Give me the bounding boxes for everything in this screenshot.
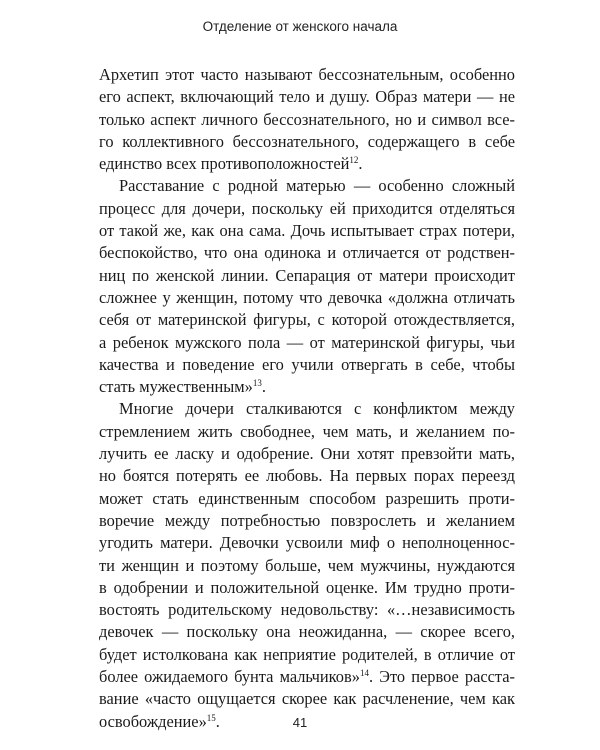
text-line: вание «часто ощущается скорее как расчленение, чем как bbox=[99, 689, 515, 709]
text-line: единство всех противоположностей$^{12}$. bbox=[99, 154, 363, 174]
text-line: но боятся потерять ее любовь. На первых порах переезд bbox=[99, 466, 515, 486]
text-line: Архетип этот часто называют бессознательным, особенно bbox=[99, 65, 515, 84]
text-line: качества и поведение его учили отвергать в себе, чтобы bbox=[99, 354, 515, 374]
body-text bbox=[99, 64, 515, 733]
text-line: от такой же, как она сама. Дочь испытывает страх потери, bbox=[99, 221, 515, 241]
footnote-ref: 13 bbox=[252, 378, 262, 389]
text-line: угодить матери. Девочки усвоили миф о неполноценнос- bbox=[99, 533, 515, 553]
text-line: освобождение»$^{15}$. bbox=[99, 711, 220, 731]
text-line: беспокойство, что она одинока и отличается от родствен- bbox=[99, 243, 515, 263]
text-line: а ребенок мужского пола — от материнской фигуры, чьи bbox=[99, 332, 515, 352]
text-line: стремлением жить свободнее, чем мать, и желанием по- bbox=[99, 421, 515, 441]
text-line: ниц по женской линии. Сепарация от матери происходит bbox=[99, 265, 515, 285]
text-line: в одобрении и положительной оценке. Им трудно проти- bbox=[99, 577, 515, 597]
text-line: сложнее у женщин, потому что девочка «должна отличать bbox=[99, 287, 515, 307]
text-line: его аспект, включающий тело и душу. Образ матери — не bbox=[99, 87, 515, 107]
paragraph bbox=[99, 175, 515, 398]
text-line: процесс для дочери, поскольку ей приходится отделяться bbox=[99, 198, 515, 218]
footnote-ref: 14 bbox=[359, 668, 369, 679]
paragraph bbox=[99, 398, 515, 732]
text-line: го коллективного бессознательного, содержащего в себе bbox=[99, 131, 515, 151]
page-number: 41 bbox=[292, 715, 308, 730]
text-line: может стать единственным способом разрешить проти- bbox=[99, 488, 515, 508]
text-line: Расставание с родной матерью — особенно сложный bbox=[119, 176, 515, 196]
text-line: воречие между потребностью повзрослеть и желанием bbox=[99, 510, 515, 530]
text-line: более ожидаемого бунта мальчиков»$^{14}$. Это первое расста- bbox=[99, 667, 516, 687]
text-line: девочек — поскольку она неожиданна, — скорее всего, bbox=[99, 622, 515, 642]
paragraph bbox=[99, 64, 515, 175]
text-line: ти женщин и поэтому больше, чем мужчины, нуждаются bbox=[99, 555, 515, 575]
running-head: Отделение от женского начала bbox=[202, 19, 398, 34]
text-line: себя от материнской фигуры, с которой отождествляется, bbox=[99, 310, 515, 330]
text-line: будет истолкована как неприятие родителей, в отличие от bbox=[99, 644, 515, 664]
text-line: Многие дочери сталкиваются с конфликтом между bbox=[119, 399, 515, 419]
footnote-ref: 15 bbox=[206, 712, 216, 723]
text-line: только аспект личного бессознательного, но и символ все- bbox=[99, 109, 515, 129]
text-line: востоять родительскому недовольству: «…независимость bbox=[99, 600, 515, 620]
text-line: стать мужественным»$^{13}$. bbox=[99, 377, 266, 397]
footnote-ref: 12 bbox=[349, 155, 359, 166]
text-line: лучить ее ласку и одобрение. Они хотят превзойти мать, bbox=[99, 444, 515, 464]
